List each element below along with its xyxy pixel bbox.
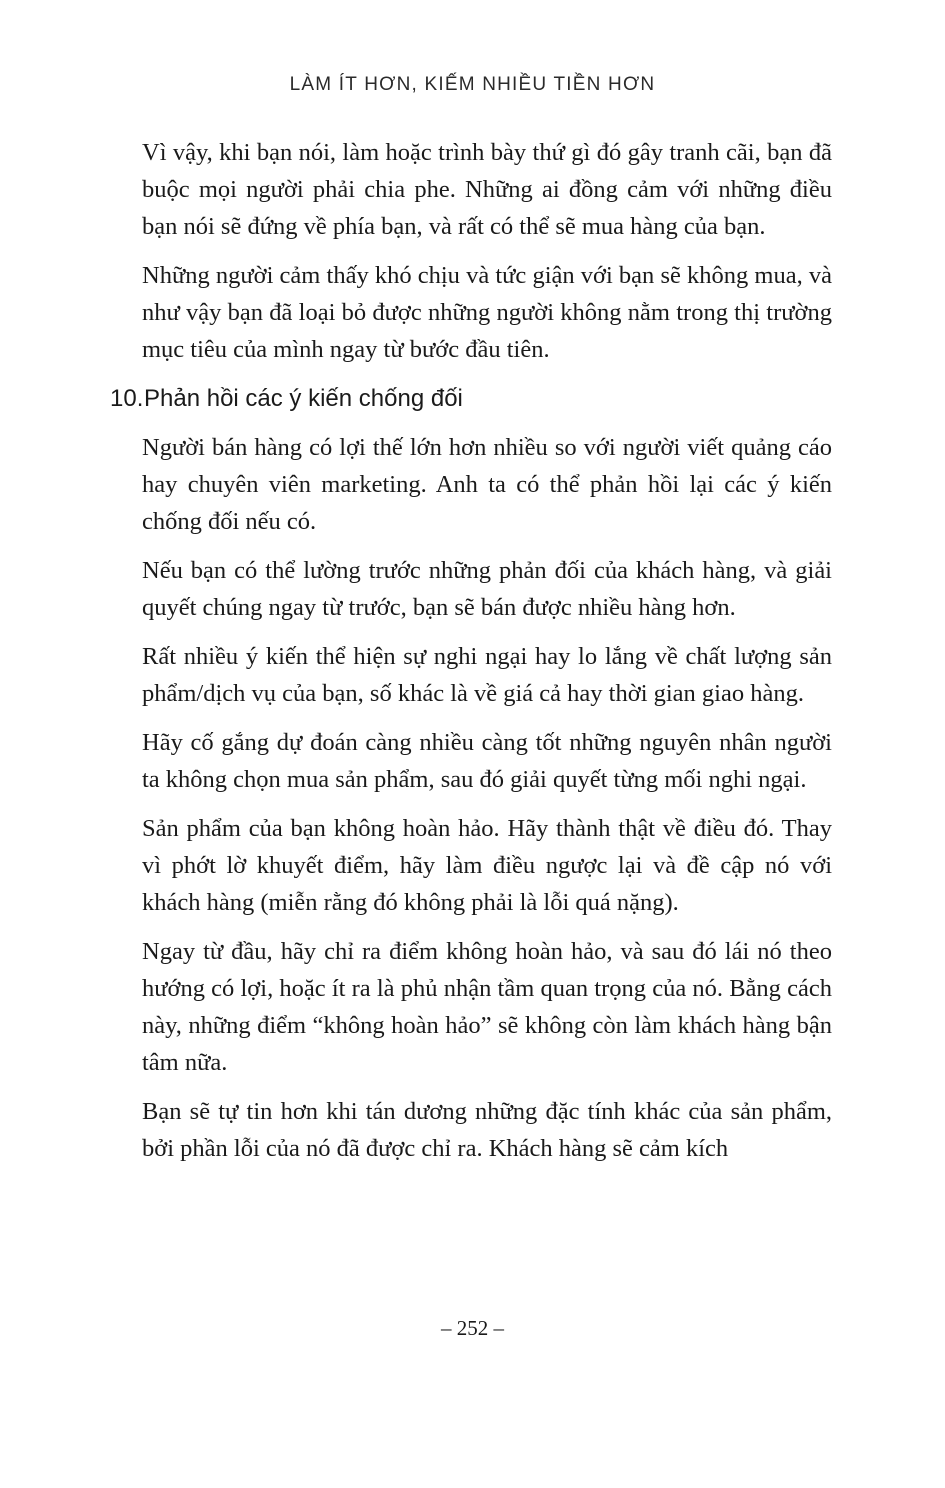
- paragraph: Ngay từ đầu, hãy chỉ ra điểm không hoàn hảo, và sau đó lái nó theo hướng có lợi, hoặc ít ra là phủ nhận tầm quan trọng của nó. Bằng cách này, những điểm “không hoàn hảo” sẽ không còn làm khách hàng bận tâm nữa.: [142, 938, 832, 1076]
- paragraph: Sản phẩm của bạn không hoàn hảo. Hãy thành thật về điều đó. Thay vì phớt lờ khuyết điểm, hãy làm điều ngược lại và đề cập nó với khách hàng (miễn rằng đó không phải là lỗi quá nặng).: [142, 815, 832, 916]
- paragraph: Bạn sẽ tự tin hơn khi tán dương những đặc tính khác của sản phẩm, bởi phần lỗi của nó đã được chỉ ra. Khách hàng sẽ cảm kích: [142, 1098, 832, 1162]
- running-header: LÀM ÍT HƠN, KIẾM NHIỀU TIỀN HƠN: [289, 74, 656, 95]
- paragraph: Người bán hàng có lợi thế lớn hơn nhiều so với người viết quảng cáo hay chuyên viên marketing. Anh ta có thể phản hồi lại các ý kiến chống đối nếu có.: [142, 434, 832, 535]
- paragraph: Hãy cố gắng dự đoán càng nhiều càng tốt những nguyên nhân người ta không chọn mua sản phẩm, sau đó giải quyết từng mối nghi ngại.: [142, 729, 832, 793]
- page-number: – 252 –: [441, 1316, 504, 1340]
- paragraph: Nếu bạn có thể lường trước những phản đối của khách hàng, và giải quyết chúng ngay từ trước, bạn sẽ bán được nhiều hàng hơn.: [142, 557, 832, 621]
- page-body: [110, 134, 832, 1179]
- section-title: Phản hồi các ý kiến chống đối: [144, 385, 463, 412]
- paragraph: Vì vậy, khi bạn nói, làm hoặc trình bày thứ gì đó gây tranh cãi, bạn đã buộc mọi người phải chia phe. Những ai đồng cảm với những điều bạn nói sẽ đứng về phía bạn, và rất có thể sẽ mua hàng của bạn.: [142, 139, 832, 240]
- section-heading: [110, 380, 832, 417]
- paragraph: Rất nhiều ý kiến thể hiện sự nghi ngại hay lo lắng về chất lượng sản phẩm/dịch vụ của bạn, số khác là về giá cả hay thời gian giao hàng.: [142, 643, 832, 707]
- paragraph: Những người cảm thấy khó chịu và tức giận với bạn sẽ không mua, và như vậy bạn đã loại bỏ được những người không nằm trong thị trường mục tiêu của mình ngay từ bước đầu tiên.: [142, 262, 832, 363]
- section-number: 10.: [110, 385, 144, 412]
